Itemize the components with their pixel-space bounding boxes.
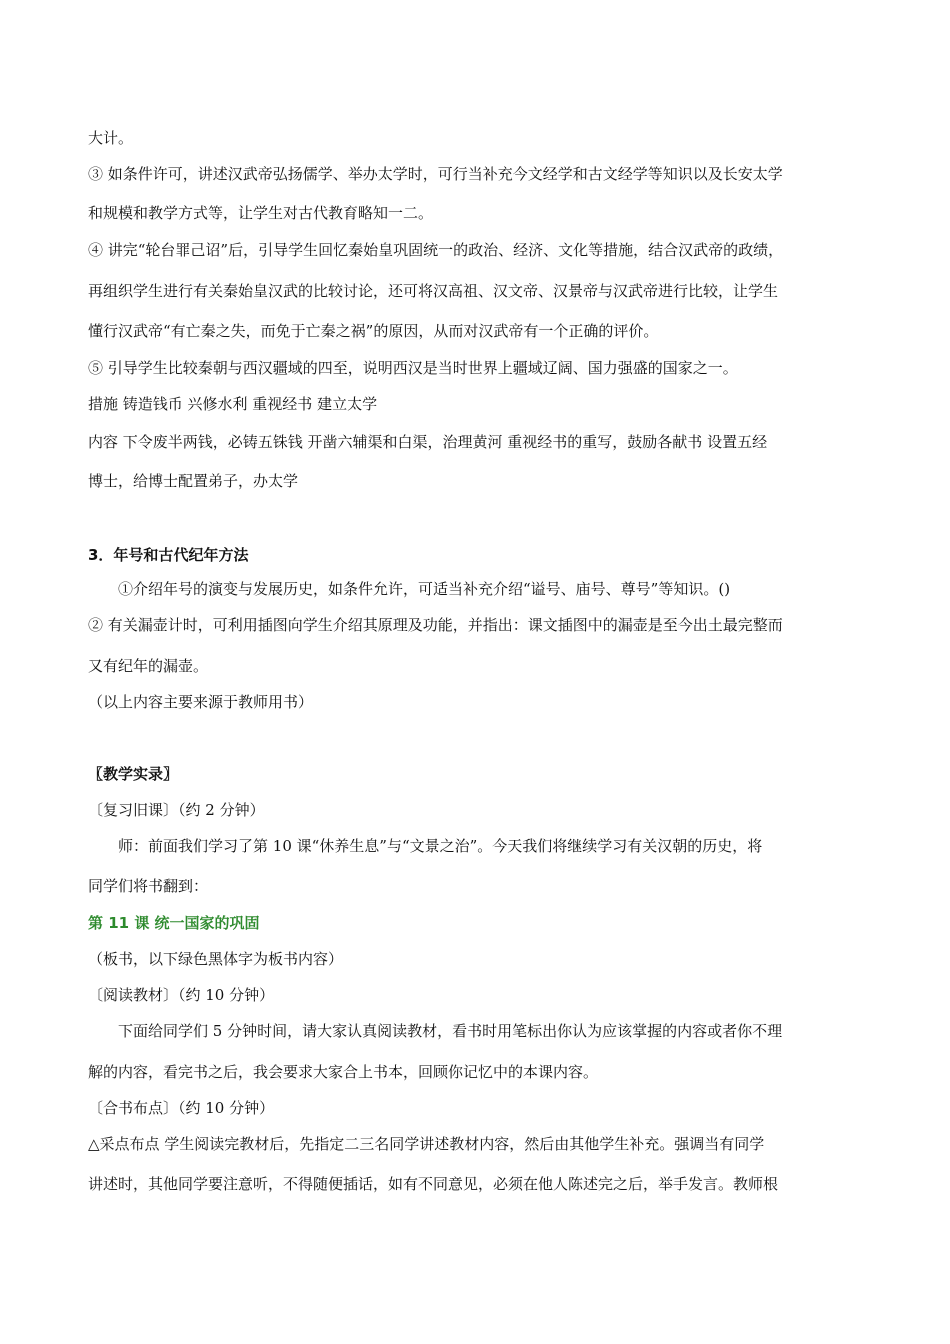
text-line: ①介绍年号的演变与发展历史，如条件允许，可适当补充介绍“谥号、庙号、尊号”等知识。() bbox=[118, 580, 731, 598]
text-line: 懂行汉武帝“有亡秦之失，而免于亡秦之祸”的原因，从而对汉武帝有一个正确的评价。 bbox=[88, 322, 659, 340]
text-line: 下面给同学们 5 分钟时间，请大家认真阅读教材，看书时用笔标出你认为应该掌握的内容或者你不理 bbox=[118, 1022, 783, 1040]
text-line: 解的内容，看完书之后，我会要求大家合上书本，回顾你记忆中的本课内容。 bbox=[88, 1063, 599, 1081]
section-heading: 3．年号和古代纪年方法 bbox=[88, 546, 249, 564]
text-line: 同学们将书翻到： bbox=[88, 877, 209, 895]
text-line: 措施 铸造钱币 兴修水利 重视经书 建立太学 bbox=[88, 395, 378, 413]
text-line: 〔合书布点〕（约 10 分钟） bbox=[88, 1099, 275, 1117]
lesson-title: 第 11 课 统一国家的巩固 bbox=[88, 914, 260, 932]
text-line: 讲述时，其他同学要注意听，不得随便插话，如有不同意见，必须在他人陈述完之后，举手发言。教师根 bbox=[88, 1175, 779, 1193]
text-line: ② 有关漏壶计时，可利用插图向学生介绍其原理及功能，并指出：课文插图中的漏壶是至今出土最完整而 bbox=[88, 616, 783, 634]
text-line: 和规模和教学方式等，让学生对古代教育略知一二。 bbox=[88, 204, 434, 222]
text-line: ⑤ 引导学生比较秦朝与西汉疆域的四至，说明西汉是当时世界上疆域辽阔、国力强盛的国家之一。 bbox=[88, 359, 738, 377]
text-line: 〔复习旧课〕（约 2 分钟） bbox=[88, 801, 265, 819]
text-line: ③ 如条件许可，讲述汉武帝弘扬儒学、举办太学时，可行当补充今文经学和古文经学等知识以及长安太学 bbox=[88, 165, 783, 183]
text-line: （以上内容主要来源于教师用书） bbox=[88, 693, 314, 711]
text-line: 内容 下令废半两钱，必铸五铢钱 开凿六辅渠和白渠，治理黄河 重视经书的重写，鼓励各献书 设置五经 bbox=[88, 433, 768, 451]
text-line: 又有纪年的漏壶。 bbox=[88, 657, 209, 675]
section-heading: 〖教学实录〗 bbox=[88, 765, 179, 783]
text-line: 再组织学生进行有关秦始皇汉武的比较讨论，还可将汉高祖、汉文帝、汉景帝与汉武帝进行比较，让学生 bbox=[88, 282, 779, 300]
text-line: △采点布点 学生阅读完教材后，先指定二三名同学讲述教材内容，然后由其他学生补充。强调当有同学 bbox=[88, 1135, 765, 1153]
text-line: 师：前面我们学习了第 10 课“休养生息”与“文景之治”。今天我们将继续学习有关汉朝的历史，将 bbox=[118, 837, 763, 855]
text-line: 大计。 bbox=[88, 129, 134, 147]
text-line: （板书，以下绿色黑体字为板书内容） bbox=[88, 950, 344, 968]
text-line: ④ 讲完“轮台罪己诏”后，引导学生回忆秦始皇巩固统一的政治、经济、文化等措施，结合汉武帝的政绩， bbox=[88, 241, 784, 259]
text-line: 博士，给博士配置弟子，办太学 bbox=[88, 472, 299, 490]
text-line: 〔阅读教材〕（约 10 分钟） bbox=[88, 986, 275, 1004]
